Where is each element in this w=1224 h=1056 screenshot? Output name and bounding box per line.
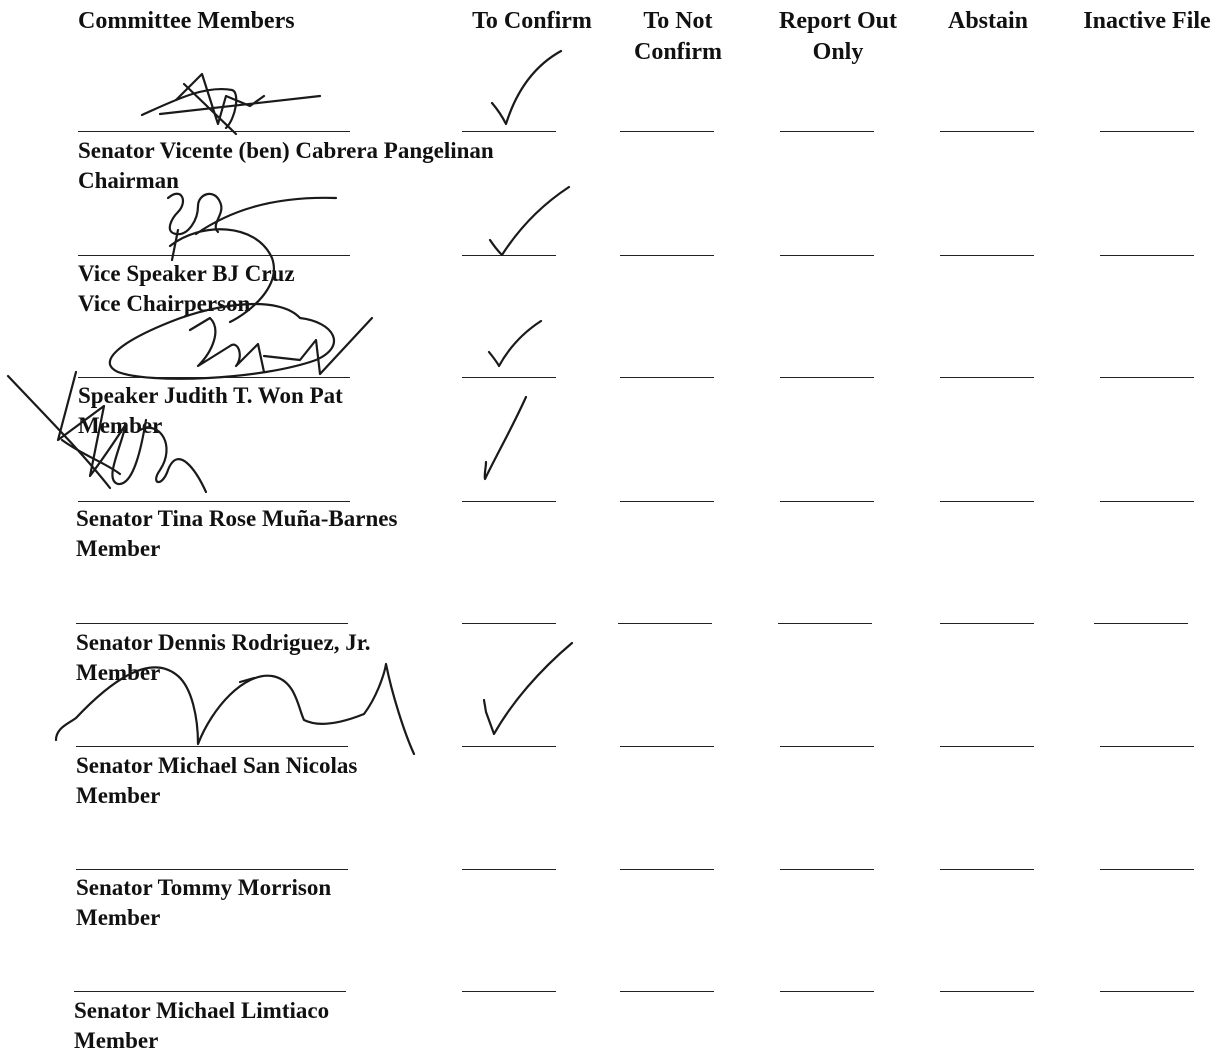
signature-line: [74, 991, 346, 992]
vote-line-to-confirm: [462, 869, 556, 870]
signature-line: [78, 255, 350, 256]
column-header-line: Confirm: [634, 39, 722, 65]
vote-line-inactive-file: [1100, 991, 1194, 992]
vote-line-report-out-only: [780, 131, 874, 132]
column-header-to-not-confirm: [618, 6, 738, 68]
check-mark: [485, 397, 526, 479]
vote-line-inactive-file: [1100, 377, 1194, 378]
column-header-report-out-only: [768, 6, 908, 68]
signature-line: [76, 869, 348, 870]
member-role: Member: [76, 660, 161, 685]
vote-line-abstain: [940, 623, 1034, 624]
member-role: Member: [74, 1028, 159, 1053]
vote-line-to-not-confirm: [620, 131, 714, 132]
member-name: Senator Tina Rose Muña-Barnes: [76, 506, 398, 531]
member-name: Senator Michael San Nicolas: [76, 753, 358, 778]
check-mark: [489, 321, 541, 366]
member-role: Vice Chairperson: [78, 291, 251, 316]
member-role: Member: [76, 905, 161, 930]
check-mark: [492, 51, 561, 124]
vote-line-to-not-confirm: [620, 255, 714, 256]
vote-line-abstain: [940, 869, 1034, 870]
vote-line-report-out-only: [780, 377, 874, 378]
vote-line-to-confirm: [462, 501, 556, 502]
member-name: Senator Tommy Morrison: [76, 875, 332, 900]
column-header-line: To Not: [643, 8, 713, 34]
vote-line-to-confirm: [462, 746, 556, 747]
signature-line: [76, 623, 348, 624]
vote-line-inactive-file: [1100, 131, 1194, 132]
signature-line: [78, 377, 350, 378]
member-role: Member: [76, 783, 161, 808]
vote-line-inactive-file: [1100, 869, 1194, 870]
vote-line-report-out-only: [780, 991, 874, 992]
member-name: Speaker Judith T. Won Pat: [78, 383, 343, 408]
member-role: Member: [76, 536, 161, 561]
member-name: Senator Dennis Rodriguez, Jr.: [76, 630, 371, 655]
signature-scribble: [142, 74, 320, 134]
member-role: Member: [78, 413, 163, 438]
vote-line-to-not-confirm: [620, 869, 714, 870]
vote-line-inactive-file: [1100, 255, 1194, 256]
vote-line-abstain: [940, 131, 1034, 132]
vote-line-to-not-confirm: [620, 501, 714, 502]
vote-line-to-confirm: [462, 255, 556, 256]
vote-line-to-not-confirm: [620, 991, 714, 992]
column-header-inactive-file: Inactive File: [1083, 8, 1211, 34]
signature-line: [78, 131, 350, 132]
member-name: Senator Vicente (ben) Cabrera Pangelinan: [78, 138, 494, 163]
vote-line-report-out-only: [780, 869, 874, 870]
column-header-line: Report Out: [779, 8, 897, 34]
vote-line-abstain: [940, 377, 1034, 378]
member-name: Senator Michael Limtiaco: [74, 998, 330, 1023]
column-header-abstain: Abstain: [947, 8, 1029, 34]
vote-line-abstain: [940, 255, 1034, 256]
vote-line-abstain: [940, 746, 1034, 747]
vote-line-abstain: [940, 991, 1034, 992]
member-role: Chairman: [78, 168, 179, 193]
member-name: Vice Speaker BJ Cruz: [78, 261, 295, 286]
vote-line-to-confirm: [462, 991, 556, 992]
check-mark: [490, 187, 569, 255]
vote-line-inactive-file: [1094, 623, 1188, 624]
vote-line-report-out-only: [778, 623, 872, 624]
signature-line: [76, 746, 348, 747]
committee-members-heading: Committee Members: [78, 8, 295, 34]
column-header-to-confirm: To Confirm: [472, 8, 592, 34]
vote-line-report-out-only: [780, 501, 874, 502]
vote-line-to-not-confirm: [620, 746, 714, 747]
vote-line-to-not-confirm: [618, 623, 712, 624]
vote-line-to-confirm: [462, 131, 556, 132]
vote-line-to-confirm: [462, 623, 556, 624]
vote-line-inactive-file: [1100, 746, 1194, 747]
vote-line-inactive-file: [1100, 501, 1194, 502]
signature-line: [78, 501, 350, 502]
check-mark: [484, 643, 572, 734]
vote-line-report-out-only: [780, 255, 874, 256]
column-header-line: Only: [812, 39, 864, 65]
vote-line-report-out-only: [780, 746, 874, 747]
vote-line-to-not-confirm: [620, 377, 714, 378]
vote-line-abstain: [940, 501, 1034, 502]
vote-line-to-confirm: [462, 377, 556, 378]
